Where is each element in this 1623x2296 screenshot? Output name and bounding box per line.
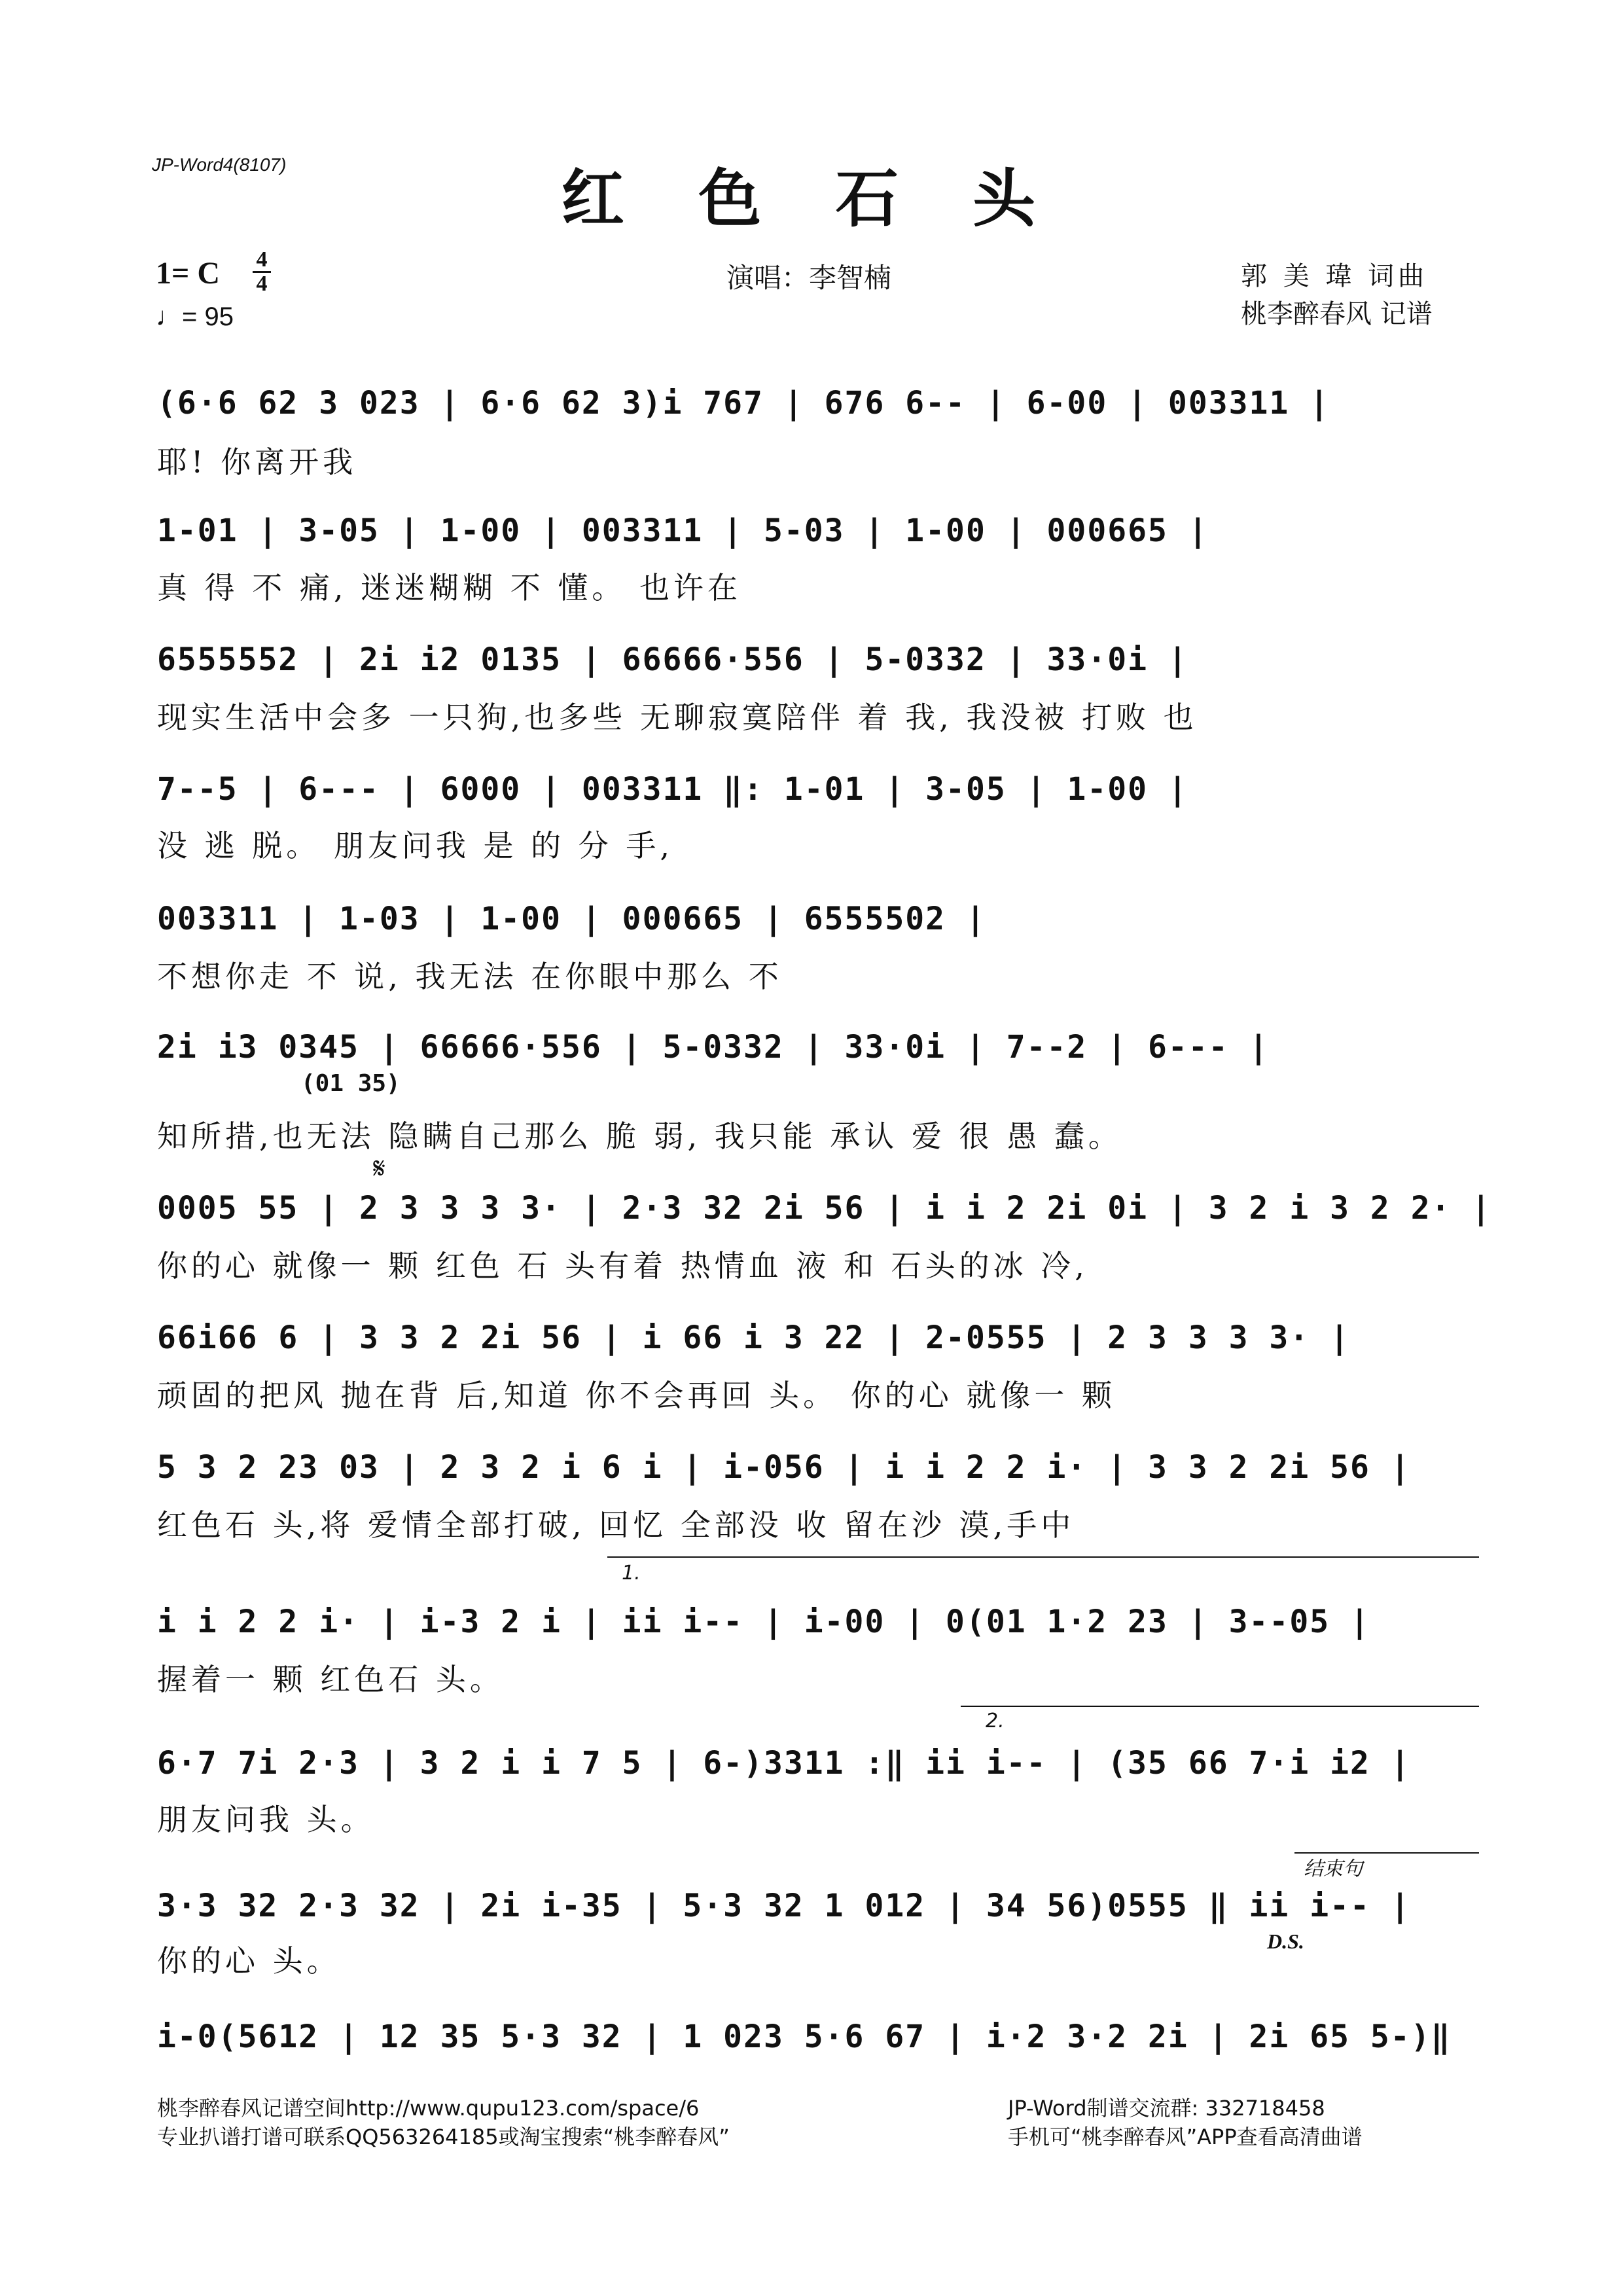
notation-line-9: 5 3 2 23 03 | 2 3 2 i 6 i | i-056 | i i 2 2 i· | 3 3 2 2i 56 | bbox=[157, 1449, 1411, 1486]
lyric-line-2: 真 得 不 痛, 迷迷糊糊 不 懂。 也许在 bbox=[157, 570, 741, 605]
singer-credit: 演唱：李智楠 bbox=[726, 262, 892, 294]
notation-line-1: (6·6 62 3 023 | 6·6 62 3)i 767 | 676 6-- | 6-00 | 003311 | bbox=[157, 385, 1330, 422]
lyric-line-10: 握着一 颗 红色石 头。 bbox=[157, 1662, 504, 1697]
ending-label: 结束句 bbox=[1304, 1857, 1363, 1880]
dal-segno-mark: D.S. bbox=[1267, 1929, 1304, 1953]
time-signature-bottom: 4 bbox=[256, 272, 268, 296]
footer-website: 桃李醉春风记谱空间http://www.qupu123.com/space/6 bbox=[157, 2096, 700, 2121]
segno-sign: 𝄋 bbox=[373, 1152, 385, 1185]
generator-label: JP-Word4(8107) bbox=[152, 154, 287, 175]
composer-credit: 郭 美 瑋 词曲 bbox=[1241, 261, 1429, 291]
footer-contact: 专业扒谱打谱可联系QQ563264185或淘宝搜索“桃李醉春风” bbox=[157, 2125, 730, 2149]
tempo-marking: ♩= 95 bbox=[156, 302, 234, 331]
volta-1-label: 1. bbox=[622, 1562, 641, 1585]
lyric-line-5: 不想你走 不 说, 我无法 在你眼中那么 不 bbox=[157, 959, 783, 994]
lyric-line-1: 耶! 你离开我 bbox=[157, 444, 357, 480]
notation-line-11: 6·7 7i 2·3 | 3 2 i i 7 5 | 6-)3311 :‖ ii i-- | (35 66 7·i i2 | bbox=[157, 1745, 1411, 1782]
notation-line-8: 66i66 6 | 3 3 2 2i 56 | i 66 i 3 22 | 2-0555 | 2 3 3 3 3· | bbox=[157, 1319, 1351, 1356]
lyric-line-4: 没 逃 脱。 朋友问我 是 的 分 手, bbox=[157, 828, 673, 863]
notation-line-5: 003311 | 1-03 | 1-00 | 000665 | 6555502 | bbox=[157, 901, 986, 937]
lyric-line-3: 现实生活中会多 一只狗,也多些 无聊寂寞陪伴 着 我, 我没被 打败 也 bbox=[157, 700, 1198, 735]
notation-line-3: 6555552 | 2i i2 0135 | 66666·556 | 5-0332 | 33·0i | bbox=[157, 641, 1188, 678]
volta-2-label: 2. bbox=[986, 1710, 1005, 1732]
notation-line-10: i i 2 2 i· | i-3 2 i | ii i-- | i-00 | 0(01 1·2 23 | 3--05 | bbox=[157, 1604, 1370, 1640]
lyric-line-8: 顽固的把风 抛在背 后,知道 你不会再回 头。 你的心 就像一 颗 bbox=[157, 1378, 1116, 1413]
lyric-line-9: 红色石 头,将 爱情全部打破, 回忆 全部没 收 留在沙 漠,手中 bbox=[157, 1507, 1075, 1543]
alternate-notes: (01 35) bbox=[301, 1070, 401, 1097]
notation-line-12: 3·3 32 2·3 32 | 2i i-35 | 5·3 32 1 012 | 34 56)0555 ‖ ii i-- | bbox=[157, 1888, 1411, 1924]
volta-2-bracket bbox=[961, 1706, 1479, 1707]
footer-app: 手机可“桃李醉春风”APP查看高清曲谱 bbox=[1008, 2125, 1363, 2149]
footer-group: JP-Word制谱交流群: 332718458 bbox=[1008, 2096, 1325, 2121]
notation-line-4: 7--5 | 6--- | 6000 | 003311 ‖: 1-01 | 3-05 | 1-00 | bbox=[157, 771, 1188, 808]
lyric-line-6: 知所措,也无法 隐瞒自己那么 脆 弱, 我只能 承认 爱 很 愚 蠢。 bbox=[157, 1119, 1122, 1154]
notation-line-6: 2i i3 0345 | 66666·556 | 5-0332 | 33·0i | 7--2 | 6--- | bbox=[157, 1029, 1270, 1066]
key-signature: 1= C bbox=[156, 256, 221, 291]
lyric-line-12: 你的心 头。 bbox=[157, 1943, 341, 1979]
lyric-line-11: 朋友问我 头。 bbox=[157, 1802, 375, 1837]
volta-1-bracket bbox=[607, 1556, 1479, 1558]
notation-line-2: 1-01 | 3-05 | 1-00 | 003311 | 5-03 | 1-00 | 000665 | bbox=[157, 512, 1209, 549]
time-signature-top: 4 bbox=[256, 247, 268, 272]
notation-line-13: i-0(5612 | 12 35 5·3 32 | 1 023 5·6 67 | i·2 3·2 2i | 2i 65 5-)‖ bbox=[157, 2018, 1452, 2055]
time-signature bbox=[253, 247, 271, 296]
lyric-line-7: 你的心 就像一 颗 红色 石 头有着 热情血 液 和 石头的冰 冷, bbox=[157, 1248, 1088, 1283]
song-title: 红 色 石 头 bbox=[561, 162, 1062, 236]
transcriber-credit: 桃李醉春风 记谱 bbox=[1241, 299, 1433, 329]
notation-line-7: 0005 55 | 2 3 3 3 3· | 2·3 32 2i 56 | i i 2 2i 0i | 3 2 i 3 2 2· | bbox=[157, 1190, 1492, 1227]
